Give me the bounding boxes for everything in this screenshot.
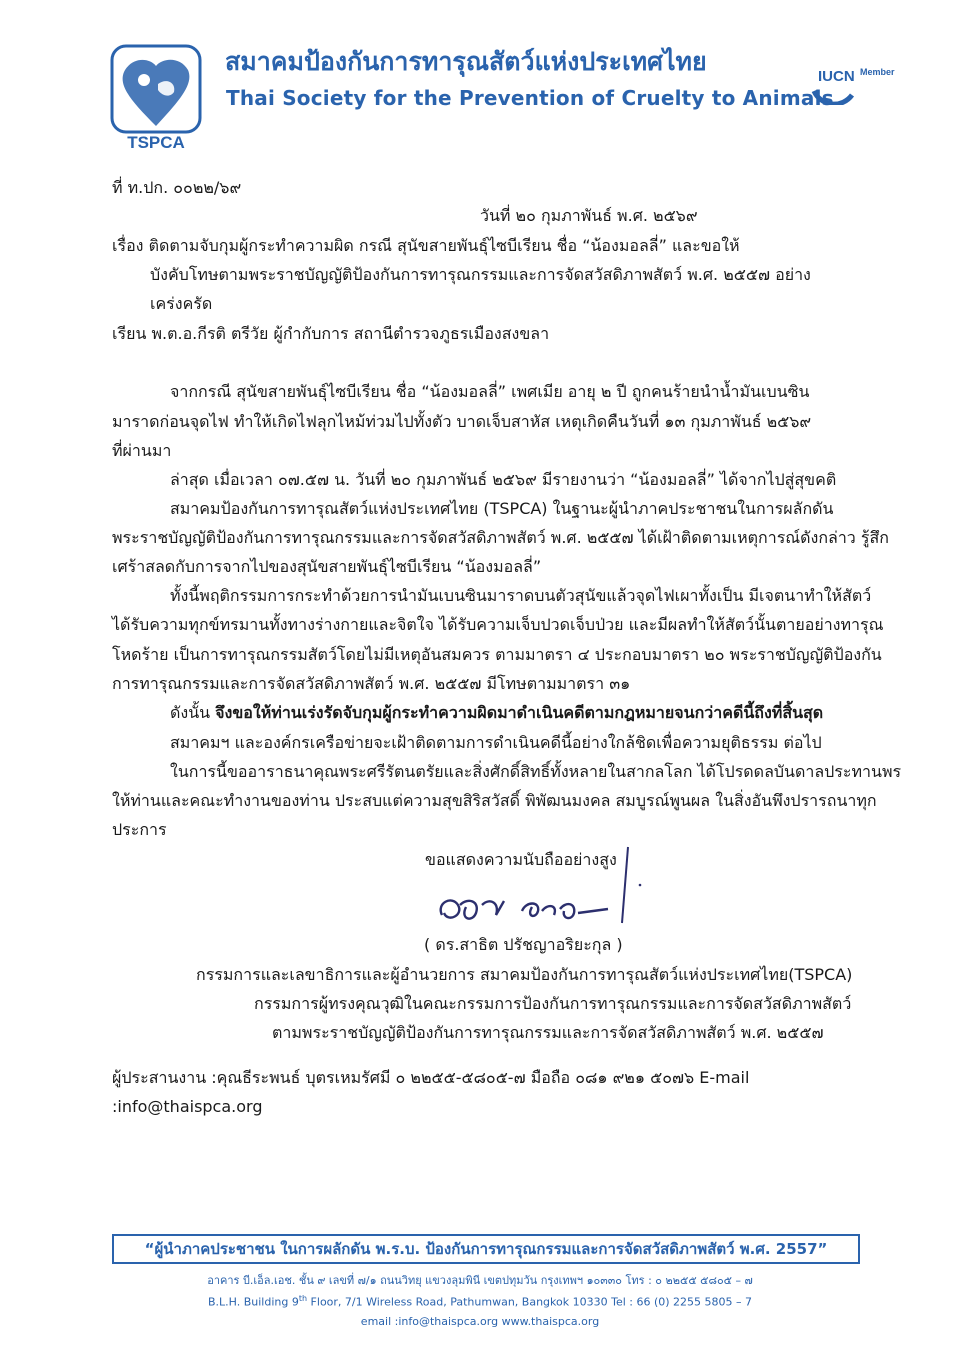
letter-date: วันที่ ๒๐ กุมภาพันธ์ พ.ศ. ๒๕๖๙ xyxy=(480,206,698,225)
closing: ขอแสดงความนับถืออย่างสูง xyxy=(425,850,617,869)
subject-line-3: เคร่งครัด xyxy=(150,294,213,313)
paragraph-6: สมาคมฯ และองค์กรเครือข่ายจะเฝ้าติดตามการดำเนินคดีนี้อย่างใกล้ชิดเพื่อความยุติธรรม ต่อไป xyxy=(170,733,822,752)
contact-line-1: ผู้ประสานงาน :คุณธีระพนธ์ บุตรเหมรัศมี ๐ ๒๒๕๕-๕๘๐๕-๗ มือถือ ๐๘๑ ๙๒๑ ๕๐๗๖ E-mail xyxy=(112,1068,750,1087)
footer-email-web: email :info@thaispca.org www.thaispca.org xyxy=(360,1315,600,1328)
paragraph-7-line-3: ประการ xyxy=(112,820,167,839)
addressee: เรียน พ.ต.อ.กีรติ ตรีวัย ผู้กำกับการ สถานีตำรวจภูธรเมืองสงขลา xyxy=(112,324,550,343)
paragraph-4-line-2: ได้รับความทุกข์ทรมานทั้งทางร่างกายและจิตใจ ได้รับความเจ็บปวดเจ็บป่วย และมีผลทำให้สัตว์นั้นตายอย่างทารุณ xyxy=(112,615,884,634)
tspca-logo xyxy=(110,44,202,156)
signer-title-2: กรรมการผู้ทรงคุณวุฒิในคณะกรรมการป้องกันการทารุณกรรมและการจัดสวัสดิภาพสัตว์ xyxy=(254,994,852,1013)
paragraph-7-line-2: ให้ท่านและคณะทำงานของท่าน ประสบแต่ความสุขสิริสวัสดิ์ พิพัฒนมงคล สมบูรณ์พูนผล ในสิ่งอันพึงปรารถนาทุก xyxy=(112,791,877,810)
slogan-box xyxy=(112,1234,860,1264)
paragraph-7-line-1: ในการนี้ขออาราธนาคุณพระศรีรัตนตรัยและสิ่งศักดิ์สิทธิ์ทั้งหลายในสากลโลก ได้โปรดดลบันดาลประทานพร xyxy=(170,762,902,781)
org-name-thai: สมาคมป้องกันการทารุณสัตว์แห่งประเทศไทย xyxy=(225,47,707,76)
subject-line-2: บังคับโทษตามพระราชบัญญัติป้องกันการทารุณกรรมและการจัดสวัสดิภาพสัตว์ พ.ศ. ๒๕๕๗ อย่าง xyxy=(150,265,811,284)
logo-text: TSPCA xyxy=(127,133,185,152)
signer-title-1: กรรมการและเลขาธิการและผู้อำนวยการ สมาคมป้องกันการทารุณสัตว์แห่งประเทศไทย(TSPCA) xyxy=(196,965,853,984)
paragraph-5-lead: ดังนั้น xyxy=(170,703,216,722)
signer-name: ( ดร.สาธิต ปรัชญาอริยะกุล ) xyxy=(424,935,623,954)
paragraph-5 xyxy=(170,703,823,723)
footer-slogan: “ผู้นำภาคประชาชน ในการผลักดัน พ.ร.บ. ป้องกันการทารุณกรรมและการจัดสวัสดิภาพสัตว์ พ.ศ. 2557” xyxy=(144,1240,828,1258)
paragraph-3-line-1: สมาคมป้องกันการทารุณสัตว์แห่งประเทศไทย (TSPCA) ในฐานะผู้นำภาคประชาชนในการผลักดัน xyxy=(170,499,834,518)
footer-address-english-sup: th xyxy=(298,1294,308,1303)
paragraph-1-line-2: มาราดก่อนจุดไฟ ทำให้เกิดไฟลุกไหม้ท่วมไปทั้งตัว บาดเจ็บสาหัส เหตุเกิดคืนวันที่ ๑๓ กุมภาพันธ์ ๒๕๖๙ xyxy=(112,412,812,431)
paragraph-4-line-4: การทารุณกรรมและการจัดสวัสดิภาพสัตว์ พ.ศ. ๒๕๕๗ มีโทษตามมาตรา ๓๑ xyxy=(112,674,631,693)
contact-line-2: :info@thaispca.org xyxy=(112,1097,263,1116)
paragraph-3-line-3: เศร้าสลดกับการจากไปของสุนัขสายพันธุ์ไซบีเรียน “น้องมอลลี่” xyxy=(112,557,542,576)
reference-number: ที่ ท.ปก. ๐๐๒๒/๖๙ xyxy=(112,178,242,197)
paragraph-3-line-2: พระราชบัญญัติป้องกันการทารุณกรรมและการจัดสวัสดิภาพสัตว์ พ.ศ. ๒๕๕๗ ได้เฝ้าติดตามเหตุการณ์ดังกล่าว รู้สึก xyxy=(112,528,889,547)
signer-title-3: ตามพระราชบัญญัติป้องกันการทารุณกรรมและการจัดสวัสดิภาพสัตว์ พ.ศ. ๒๕๕๗ xyxy=(272,1023,824,1042)
paragraph-4-line-3: โหดร้าย เป็นการทารุณกรรมสัตว์โดยไม่มีเหตุอันสมควร ตามมาตรา ๔ ประกอบมาตรา ๒๐ พระราชบัญญัติป้องกัน xyxy=(112,645,882,664)
paragraph-4-line-1: ทั้งนี้พฤติกรรมการกระทำด้วยการนำมันเบนซินมาราดบนตัวสุนัขแล้วจุดไฟเผาทั้งเป็น มีเจตนาทำให้สัตว์ xyxy=(170,586,872,605)
footer-address-thai: อาคาร บี.เอ็ล.เอช. ชั้น ๙ เลขที่ ๗/๑ ถนนวิทยุ แขวงลุมพินี เขตปทุมวัน กรุงเทพฯ ๑๐๓๓๐ โทร : ๐ ๒๒๕๕ ๕๘๐๕ – ๗ xyxy=(207,1274,753,1287)
paragraph-2: ล่าสุด เมื่อเวลา ๐๗.๕๗ น. วันที่ ๒๐ กุมภาพันธ์ ๒๕๖๙ มีรายงานว่า “น้องมอลลี่” ได้จากไปสู่สุขคติ xyxy=(170,470,837,489)
iucn-member-logo xyxy=(808,55,908,105)
footer-address-english xyxy=(0,1294,960,1309)
handwritten-signature xyxy=(430,845,660,945)
iucn-member-label: Member xyxy=(860,67,895,77)
paragraph-1-line-3: ที่ผ่านมา xyxy=(112,441,172,460)
paragraph-1-line-1: จากกรณี สุนัขสายพันธุ์ไซบีเรียน ชื่อ “น้องมอลลี่” เพศเมีย อายุ ๒ ปี ถูกคนร้ายนำน้ำมันเบนซิน xyxy=(170,382,810,401)
paragraph-5-request: จึงขอให้ท่านเร่งรัดจับกุมผู้กระทำความผิดมาดำเนินคดีตามกฎหมายจนกว่าคดีนี้ถึงที่สิ้นสุด xyxy=(215,703,824,722)
footer-address-english-b: Floor, 7/1 Wireless Road, Pathumwan, Bangkok 10330 Tel : 66 (0) 2255 5805 – 7 xyxy=(307,1295,753,1309)
org-name-english: Thai Society for the Prevention of Cruelty to Animals xyxy=(226,86,834,110)
iucn-label: IUCN xyxy=(818,68,855,85)
subject-line-1: เรื่อง ติดตามจับกุมผู้กระทำความผิด กรณี สุนัขสายพันธุ์ไซบีเรียน ชื่อ “น้องมอลลี่” และขอให้ xyxy=(112,236,740,255)
footer-address-english-a: B.L.H. Building 9 xyxy=(207,1295,299,1309)
